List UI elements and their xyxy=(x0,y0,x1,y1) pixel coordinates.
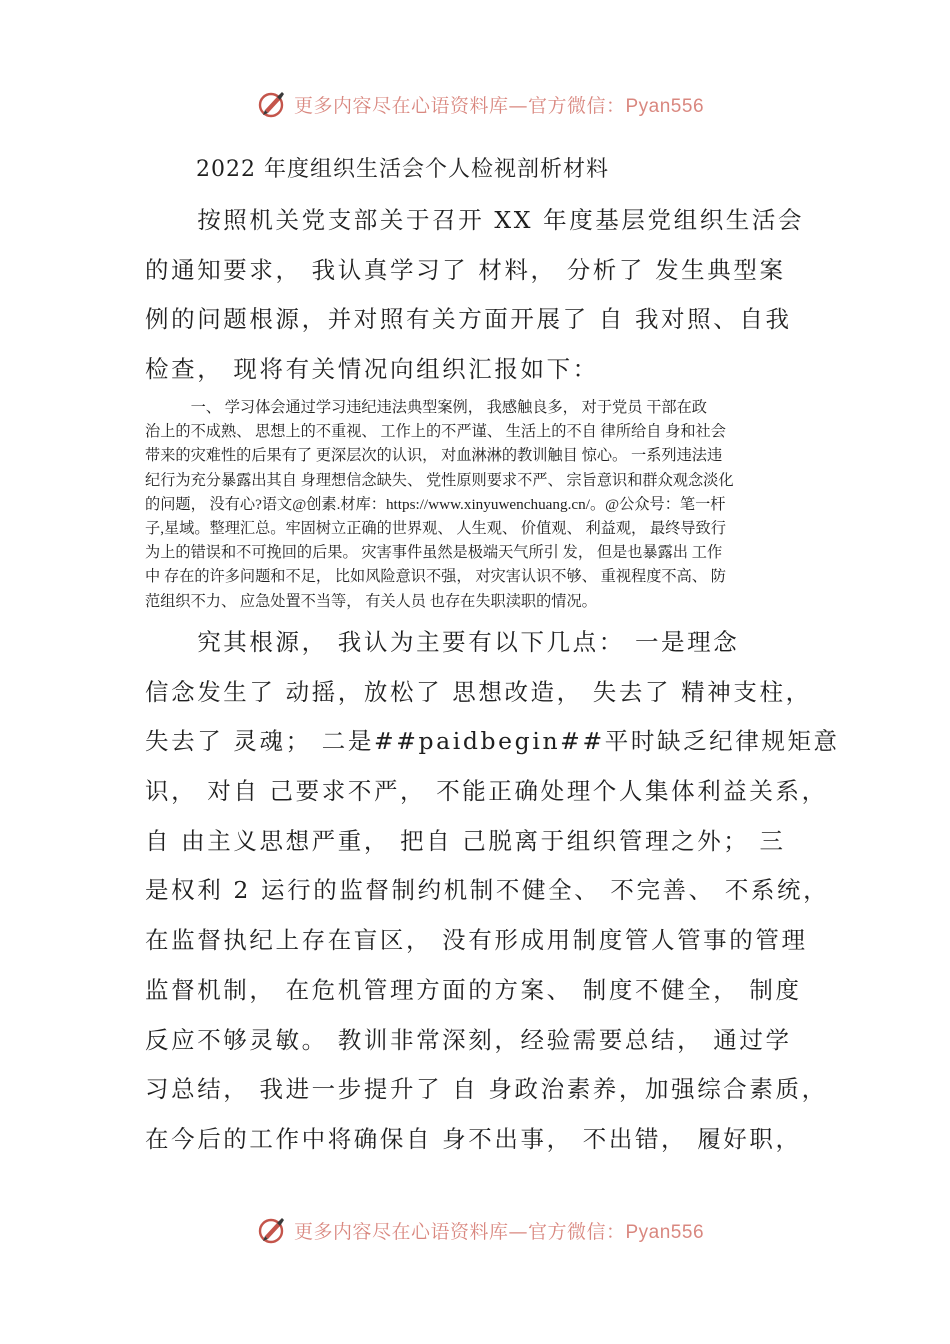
text-line: 检查， 现将有关情况向组织汇报如下： xyxy=(145,355,599,384)
text-line: 信念发生了 动摇，放松了 思想改造， 失去了 精神支柱， xyxy=(145,677,812,706)
pen-logo-icon xyxy=(256,88,288,120)
paragraph-intro xyxy=(145,196,810,395)
header-banner xyxy=(0,84,950,124)
document-title: 2022 年度组织生活会个人检视剖析材料 xyxy=(196,157,609,182)
text-line: 反应不够灵敏。 教训非常深刻，经验需要总结， 通过学 xyxy=(145,1025,792,1054)
text-line: 识， 对自 己要求不严， 不能正确处理个人集体利益关系， xyxy=(145,777,828,806)
text-line: 的问题， 没有心?语文@创素.材库：https://www.xinyuwenchuang.cn/。@公众号：笔一杆 xyxy=(145,495,726,513)
pen-logo-icon xyxy=(256,1214,288,1246)
text-line: 自 由主义思想严重， 把自 己脱离于组织管理之外； 三 xyxy=(145,826,786,855)
paragraph-study-notes xyxy=(145,396,815,614)
paragraph-root-causes xyxy=(145,618,840,1165)
text-line: 监督机制， 在危机管理方面的方案、 制度不健全， 制度 xyxy=(145,975,802,1004)
banner-text: 更多内容尽在心语资料库—官方微信：Pyan556 xyxy=(293,94,705,117)
text-line: 究其根源， 我认为主要有以下几点： 一是理念 xyxy=(145,628,740,656)
text-line: 在今后的工作中将确保自 身不出事， 不出错， 履好职， xyxy=(145,1124,802,1153)
text-line: 按照机关党支部关于召开 XX 年度基层党组织生活会 xyxy=(145,206,805,234)
text-line: 中 存在的许多问题和不足， 比如风险意识不强， 对灾害认识不够、 重视程度不高、 防 xyxy=(145,568,726,586)
wechat-id: Pyan556 xyxy=(625,95,705,117)
text-line: 为上的错误和不可挽回的后果。 灾害事件虽然是极端天气所引 发， 但是也暴露出 工作 xyxy=(145,544,723,562)
text-line: 例的问题根源，并对照有关方面开展了 自 我对照、自我 xyxy=(145,305,792,334)
text-line: 失去了 灵魂； 二是##paidbegin##平时缺乏纪律规矩意 xyxy=(145,727,840,756)
text-line: 习总结， 我进一步提升了 自 身政治素养，加强综合素质， xyxy=(145,1075,828,1104)
text-line: 范组织不力、 应急处置不当等， 有关人员 也存在失职渎职的情况。 xyxy=(145,592,597,610)
text-line: 纪行为充分暴露出其自 身理想信念缺失、 党性原则要求不严、 宗旨意识和群众观念淡化 xyxy=(145,471,734,489)
text-line: 带来的灾难性的后果有了 更深层次的认识， 对血淋淋的教训触目 惊心。 一系列违法违 xyxy=(145,447,723,465)
text-line: 是权利 2 运行的监督制约机制不健全、 不完善、 不系统， xyxy=(145,876,830,905)
text-line: 子,星域。整理汇总。牢固树立正确的世界观、 人生观、 价值观、 利益观， 最终导致行 xyxy=(145,519,726,537)
footer-banner xyxy=(0,1210,950,1250)
wechat-id: Pyan556 xyxy=(625,1221,705,1243)
text-line: 在监督执纪上存在盲区， 没有形成用制度管人管事的管理 xyxy=(145,926,808,955)
banner-text: 更多内容尽在心语资料库—官方微信：Pyan556 xyxy=(293,1220,705,1243)
text-line: 治上的不成熟、 思想上的不重视、 工作上的不严谨、 生活上的不自 律所给自 身和社会 xyxy=(145,423,726,441)
text-line: 一、 学习体会通过学习违纪违法典型案例， 我感触良多， 对于党员 干部在政 xyxy=(145,399,707,416)
text-line: 的通知要求， 我认真学习了 材料， 分析了 发生典型案 xyxy=(145,255,786,284)
